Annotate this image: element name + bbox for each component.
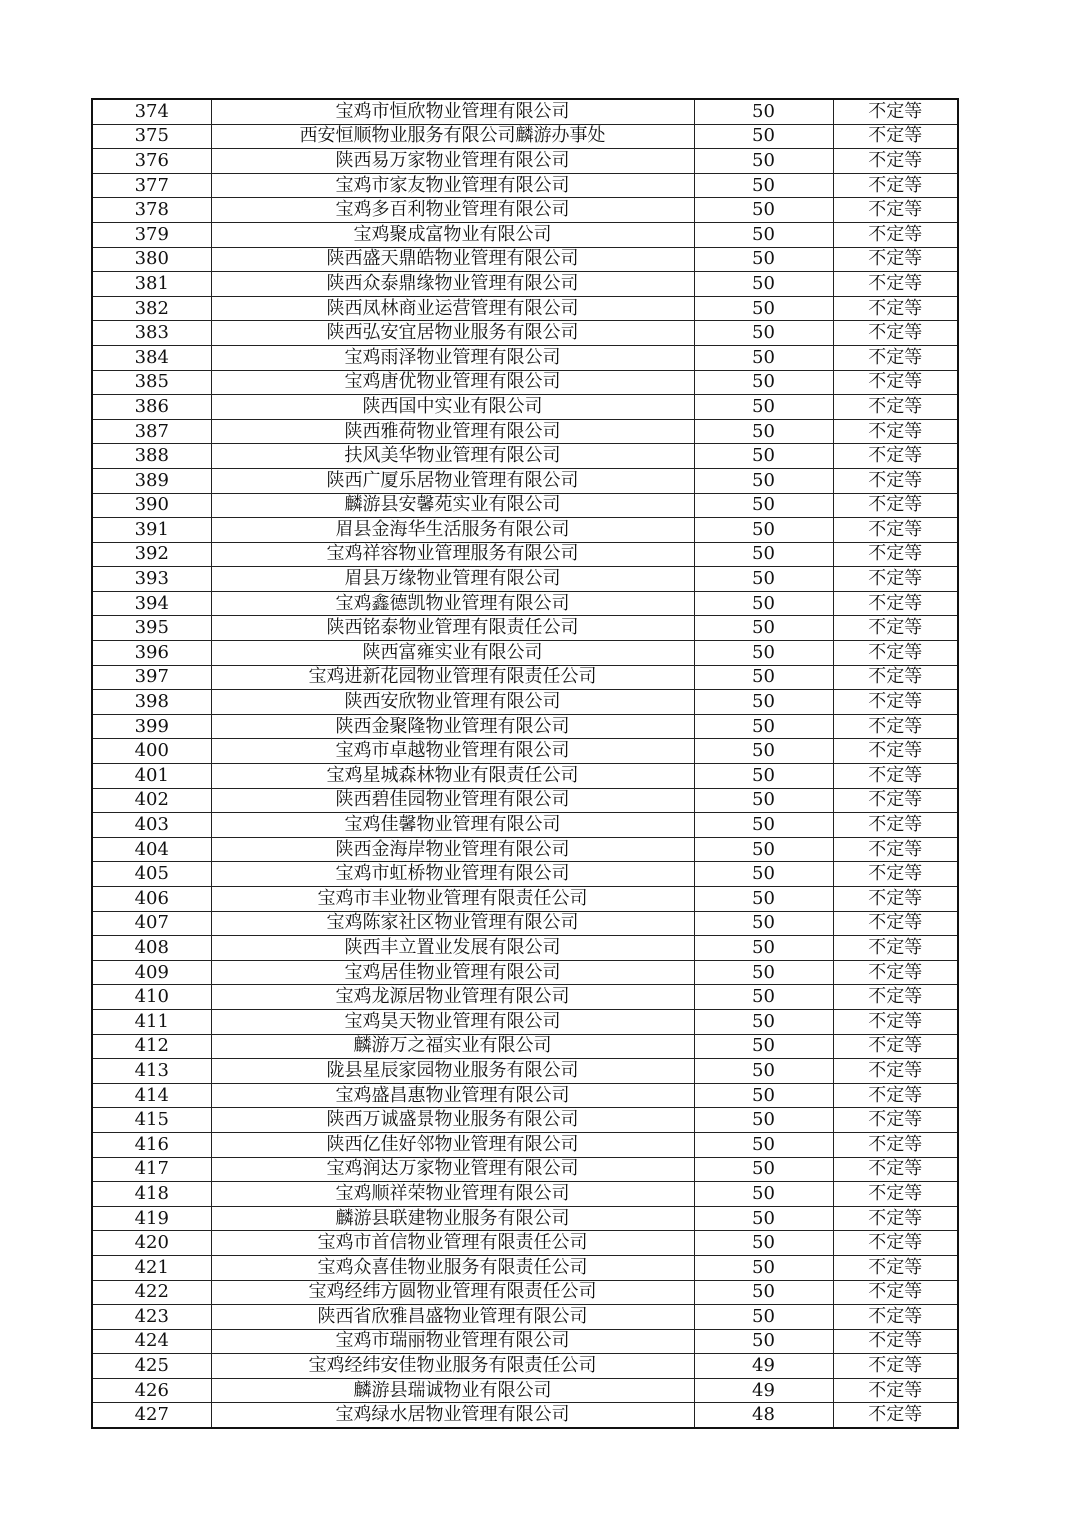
table-row: [92, 518, 958, 543]
company-name-cell: 宝鸡陈家社区物业管理有限公司: [211, 911, 694, 936]
grade-cell: 不定等: [833, 1305, 958, 1330]
company-name-cell: 宝鸡市家友物业管理有限公司: [211, 173, 694, 198]
table-row: [92, 985, 958, 1010]
table-row: [92, 1157, 958, 1182]
table-row: [92, 764, 958, 789]
score-cell: 49: [694, 1354, 833, 1379]
score-cell: 50: [694, 247, 833, 272]
grade-cell: 不定等: [833, 1206, 958, 1231]
grade-cell: 不定等: [833, 124, 958, 149]
company-name-cell: 陕西富雍实业有限公司: [211, 641, 694, 666]
company-name-cell: 眉县万缘物业管理有限公司: [211, 567, 694, 592]
score-cell: 50: [694, 222, 833, 247]
score-cell: 50: [694, 1231, 833, 1256]
grade-cell: 不定等: [833, 493, 958, 518]
grade-cell: 不定等: [833, 419, 958, 444]
company-name-cell: 陕西万诚盛景物业服务有限公司: [211, 1108, 694, 1133]
company-name-cell: 陕西金海岸物业管理有限公司: [211, 837, 694, 862]
grade-cell: 不定等: [833, 1354, 958, 1379]
row-number-cell: 426: [92, 1378, 211, 1403]
row-number-cell: 386: [92, 395, 211, 420]
table-row: [92, 345, 958, 370]
score-cell: 50: [694, 124, 833, 149]
grade-cell: 不定等: [833, 1182, 958, 1207]
company-name-cell: 陕西盛天鼎皓物业管理有限公司: [211, 247, 694, 272]
grade-cell: 不定等: [833, 345, 958, 370]
score-cell: 50: [694, 1305, 833, 1330]
row-number-cell: 427: [92, 1403, 211, 1428]
score-cell: 50: [694, 714, 833, 739]
score-cell: 50: [694, 272, 833, 297]
grade-cell: 不定等: [833, 321, 958, 346]
row-number-cell: 404: [92, 837, 211, 862]
grade-cell: 不定等: [833, 1231, 958, 1256]
score-cell: 50: [694, 542, 833, 567]
row-number-cell: 418: [92, 1182, 211, 1207]
score-cell: 50: [694, 1034, 833, 1059]
grade-cell: 不定等: [833, 1034, 958, 1059]
score-cell: 50: [694, 395, 833, 420]
grade-cell: 不定等: [833, 813, 958, 838]
score-cell: 50: [694, 370, 833, 395]
score-cell: 50: [694, 345, 833, 370]
company-name-cell: 陇县星辰家园物业服务有限公司: [211, 1059, 694, 1084]
score-cell: 50: [694, 764, 833, 789]
grade-cell: 不定等: [833, 862, 958, 887]
row-number-cell: 381: [92, 272, 211, 297]
grade-cell: 不定等: [833, 985, 958, 1010]
grade-cell: 不定等: [833, 764, 958, 789]
company-name-cell: 宝鸡绿水居物业管理有限公司: [211, 1403, 694, 1428]
company-name-cell: 宝鸡雨泽物业管理有限公司: [211, 345, 694, 370]
row-number-cell: 395: [92, 616, 211, 641]
score-cell: 50: [694, 739, 833, 764]
row-number-cell: 400: [92, 739, 211, 764]
company-name-cell: 宝鸡鑫德凯物业管理有限公司: [211, 591, 694, 616]
company-name-cell: 陕西丰立置业发展有限公司: [211, 936, 694, 961]
row-number-cell: 374: [92, 99, 211, 124]
score-cell: 50: [694, 862, 833, 887]
table-row: [92, 813, 958, 838]
table-row: [92, 1059, 958, 1084]
score-cell: 50: [694, 468, 833, 493]
company-name-cell: 麟游万之福实业有限公司: [211, 1034, 694, 1059]
company-name-cell: 陕西国中实业有限公司: [211, 395, 694, 420]
grade-cell: 不定等: [833, 567, 958, 592]
grade-cell: 不定等: [833, 395, 958, 420]
table-row: [92, 1108, 958, 1133]
table-row: [92, 1378, 958, 1403]
company-name-cell: 陕西易万家物业管理有限公司: [211, 149, 694, 174]
table-row: [92, 1403, 958, 1428]
row-number-cell: 411: [92, 1009, 211, 1034]
grade-cell: 不定等: [833, 1132, 958, 1157]
score-cell: 50: [694, 149, 833, 174]
score-cell: 50: [694, 985, 833, 1010]
grade-cell: 不定等: [833, 444, 958, 469]
company-name-cell: 宝鸡顺祥荣物业管理有限公司: [211, 1182, 694, 1207]
company-name-cell: 宝鸡市瑞丽物业管理有限公司: [211, 1329, 694, 1354]
row-number-cell: 417: [92, 1157, 211, 1182]
company-name-cell: 麟游县瑞诚物业有限公司: [211, 1378, 694, 1403]
grade-cell: 不定等: [833, 198, 958, 223]
row-number-cell: 401: [92, 764, 211, 789]
grade-cell: 不定等: [833, 1403, 958, 1428]
table-row: [92, 272, 958, 297]
table-row: [92, 173, 958, 198]
score-cell: 50: [694, 837, 833, 862]
table-row: [92, 714, 958, 739]
row-number-cell: 407: [92, 911, 211, 936]
company-name-cell: 陕西铭泰物业管理有限责任公司: [211, 616, 694, 641]
table-row: [92, 1132, 958, 1157]
row-number-cell: 389: [92, 468, 211, 493]
row-number-cell: 388: [92, 444, 211, 469]
table-row: [92, 960, 958, 985]
grade-cell: 不定等: [833, 690, 958, 715]
table-row: [92, 198, 958, 223]
score-cell: 50: [694, 296, 833, 321]
grade-cell: 不定等: [833, 149, 958, 174]
grade-cell: 不定等: [833, 99, 958, 124]
row-number-cell: 402: [92, 788, 211, 813]
company-name-cell: 宝鸡佳馨物业管理有限公司: [211, 813, 694, 838]
row-number-cell: 375: [92, 124, 211, 149]
table-row: [92, 641, 958, 666]
score-cell: 50: [694, 1157, 833, 1182]
grade-cell: 不定等: [833, 1009, 958, 1034]
table-row: [92, 419, 958, 444]
table-row: [92, 739, 958, 764]
row-number-cell: 422: [92, 1280, 211, 1305]
table-row: [92, 591, 958, 616]
row-number-cell: 408: [92, 936, 211, 961]
company-name-cell: 麟游县联建物业服务有限公司: [211, 1206, 694, 1231]
score-cell: 50: [694, 1059, 833, 1084]
table-row: [92, 542, 958, 567]
table-row: [92, 1182, 958, 1207]
company-name-cell: 宝鸡昊天物业管理有限公司: [211, 1009, 694, 1034]
score-cell: 50: [694, 1206, 833, 1231]
table-row: [92, 788, 958, 813]
grade-cell: 不定等: [833, 296, 958, 321]
company-name-cell: 宝鸡市丰业物业管理有限责任公司: [211, 887, 694, 912]
company-name-cell: 宝鸡润达万家物业管理有限公司: [211, 1157, 694, 1182]
table-row: [92, 99, 958, 124]
score-cell: 50: [694, 960, 833, 985]
table-row: [92, 887, 958, 912]
table-row: [92, 321, 958, 346]
row-number-cell: 412: [92, 1034, 211, 1059]
table-row: [92, 1034, 958, 1059]
row-number-cell: 409: [92, 960, 211, 985]
score-cell: 50: [694, 444, 833, 469]
company-name-cell: 陕西弘安宜居物业服务有限公司: [211, 321, 694, 346]
table-row: [92, 1329, 958, 1354]
score-cell: 50: [694, 665, 833, 690]
score-cell: 50: [694, 1182, 833, 1207]
grade-cell: 不定等: [833, 222, 958, 247]
grade-cell: 不定等: [833, 714, 958, 739]
grade-cell: 不定等: [833, 887, 958, 912]
table-row: [92, 1354, 958, 1379]
score-cell: 50: [694, 1255, 833, 1280]
table-row: [92, 1083, 958, 1108]
company-name-cell: 宝鸡经纬安佳物业服务有限责任公司: [211, 1354, 694, 1379]
company-name-cell: 扶风美华物业管理有限公司: [211, 444, 694, 469]
row-number-cell: 396: [92, 641, 211, 666]
row-number-cell: 392: [92, 542, 211, 567]
grade-cell: 不定等: [833, 936, 958, 961]
score-cell: 50: [694, 1009, 833, 1034]
row-number-cell: 410: [92, 985, 211, 1010]
table-row: [92, 567, 958, 592]
company-name-cell: 麟游县安馨苑实业有限公司: [211, 493, 694, 518]
row-number-cell: 399: [92, 714, 211, 739]
grade-cell: 不定等: [833, 1059, 958, 1084]
table-body: [92, 99, 958, 1428]
grade-cell: 不定等: [833, 1329, 958, 1354]
row-number-cell: 390: [92, 493, 211, 518]
grade-cell: 不定等: [833, 542, 958, 567]
table-row: [92, 911, 958, 936]
grade-cell: 不定等: [833, 1108, 958, 1133]
score-cell: 50: [694, 493, 833, 518]
rating-table: [91, 98, 959, 1429]
score-cell: 50: [694, 690, 833, 715]
score-cell: 50: [694, 173, 833, 198]
grade-cell: 不定等: [833, 960, 958, 985]
table-row: [92, 493, 958, 518]
company-name-cell: 宝鸡多百利物业管理有限公司: [211, 198, 694, 223]
table-row: [92, 862, 958, 887]
table-row: [92, 837, 958, 862]
score-cell: 50: [694, 1132, 833, 1157]
company-name-cell: 陕西亿佳好邻物业管理有限公司: [211, 1132, 694, 1157]
row-number-cell: 403: [92, 813, 211, 838]
score-cell: 50: [694, 1280, 833, 1305]
table-row: [92, 296, 958, 321]
row-number-cell: 397: [92, 665, 211, 690]
grade-cell: 不定等: [833, 837, 958, 862]
grade-cell: 不定等: [833, 788, 958, 813]
row-number-cell: 420: [92, 1231, 211, 1256]
table-row: [92, 1305, 958, 1330]
row-number-cell: 425: [92, 1354, 211, 1379]
score-cell: 50: [694, 788, 833, 813]
score-cell: 50: [694, 518, 833, 543]
company-name-cell: 宝鸡星城森林物业有限责任公司: [211, 764, 694, 789]
table-row: [92, 395, 958, 420]
score-cell: 50: [694, 1329, 833, 1354]
score-cell: 50: [694, 813, 833, 838]
score-cell: 49: [694, 1378, 833, 1403]
table-row: [92, 468, 958, 493]
company-name-cell: 宝鸡聚成富物业有限公司: [211, 222, 694, 247]
score-cell: 48: [694, 1403, 833, 1428]
row-number-cell: 421: [92, 1255, 211, 1280]
row-number-cell: 406: [92, 887, 211, 912]
score-cell: 50: [694, 321, 833, 346]
row-number-cell: 380: [92, 247, 211, 272]
row-number-cell: 424: [92, 1329, 211, 1354]
row-number-cell: 405: [92, 862, 211, 887]
score-cell: 50: [694, 911, 833, 936]
grade-cell: 不定等: [833, 518, 958, 543]
row-number-cell: 398: [92, 690, 211, 715]
score-cell: 50: [694, 567, 833, 592]
table-row: [92, 1009, 958, 1034]
score-cell: 50: [694, 616, 833, 641]
company-name-cell: 宝鸡居佳物业管理有限公司: [211, 960, 694, 985]
grade-cell: 不定等: [833, 1255, 958, 1280]
row-number-cell: 393: [92, 567, 211, 592]
company-name-cell: 陕西省欣雅昌盛物业管理有限公司: [211, 1305, 694, 1330]
row-number-cell: 413: [92, 1059, 211, 1084]
grade-cell: 不定等: [833, 739, 958, 764]
company-name-cell: 宝鸡市首信物业管理有限责任公司: [211, 1231, 694, 1256]
company-name-cell: 宝鸡经纬方圆物业管理有限责任公司: [211, 1280, 694, 1305]
table-row: [92, 124, 958, 149]
row-number-cell: 376: [92, 149, 211, 174]
score-cell: 50: [694, 936, 833, 961]
score-cell: 50: [694, 591, 833, 616]
company-name-cell: 陕西雅荷物业管理有限公司: [211, 419, 694, 444]
table-row: [92, 1280, 958, 1305]
score-cell: 50: [694, 419, 833, 444]
grade-cell: 不定等: [833, 1157, 958, 1182]
table-row: [92, 690, 958, 715]
table-row: [92, 1255, 958, 1280]
row-number-cell: 416: [92, 1132, 211, 1157]
score-cell: 50: [694, 887, 833, 912]
table-row: [92, 149, 958, 174]
row-number-cell: 387: [92, 419, 211, 444]
grade-cell: 不定等: [833, 468, 958, 493]
grade-cell: 不定等: [833, 616, 958, 641]
score-cell: 50: [694, 99, 833, 124]
grade-cell: 不定等: [833, 1083, 958, 1108]
row-number-cell: 385: [92, 370, 211, 395]
row-number-cell: 379: [92, 222, 211, 247]
company-name-cell: 眉县金海华生活服务有限公司: [211, 518, 694, 543]
company-name-cell: 宝鸡祥容物业管理服务有限公司: [211, 542, 694, 567]
company-name-cell: 陕西金聚隆物业管理有限公司: [211, 714, 694, 739]
table-row: [92, 936, 958, 961]
company-name-cell: 宝鸡龙源居物业管理有限公司: [211, 985, 694, 1010]
company-name-cell: 陕西众泰鼎缘物业管理有限公司: [211, 272, 694, 297]
row-number-cell: 414: [92, 1083, 211, 1108]
grade-cell: 不定等: [833, 665, 958, 690]
company-name-cell: 宝鸡市卓越物业管理有限公司: [211, 739, 694, 764]
company-name-cell: 宝鸡众喜佳物业服务有限责任公司: [211, 1255, 694, 1280]
score-cell: 50: [694, 198, 833, 223]
company-name-cell: 西安恒顺物业服务有限公司麟游办事处: [211, 124, 694, 149]
row-number-cell: 384: [92, 345, 211, 370]
table-row: [92, 1206, 958, 1231]
table-row: [92, 222, 958, 247]
company-name-cell: 宝鸡盛昌惠物业管理有限公司: [211, 1083, 694, 1108]
grade-cell: 不定等: [833, 911, 958, 936]
company-name-cell: 陕西凤林商业运营管理有限公司: [211, 296, 694, 321]
row-number-cell: 382: [92, 296, 211, 321]
company-name-cell: 陕西安欣物业管理有限公司: [211, 690, 694, 715]
row-number-cell: 423: [92, 1305, 211, 1330]
company-name-cell: 宝鸡进新花园物业管理有限责任公司: [211, 665, 694, 690]
company-name-cell: 宝鸡市虹桥物业管理有限公司: [211, 862, 694, 887]
score-cell: 50: [694, 641, 833, 666]
score-cell: 50: [694, 1083, 833, 1108]
table-row: [92, 444, 958, 469]
grade-cell: 不定等: [833, 1280, 958, 1305]
grade-cell: 不定等: [833, 1378, 958, 1403]
row-number-cell: 394: [92, 591, 211, 616]
row-number-cell: 378: [92, 198, 211, 223]
company-name-cell: 宝鸡唐优物业管理有限公司: [211, 370, 694, 395]
grade-cell: 不定等: [833, 173, 958, 198]
row-number-cell: 419: [92, 1206, 211, 1231]
grade-cell: 不定等: [833, 247, 958, 272]
row-number-cell: 377: [92, 173, 211, 198]
grade-cell: 不定等: [833, 272, 958, 297]
company-name-cell: 宝鸡市恒欣物业管理有限公司: [211, 99, 694, 124]
grade-cell: 不定等: [833, 641, 958, 666]
table-row: [92, 247, 958, 272]
grade-cell: 不定等: [833, 370, 958, 395]
table-row: [92, 1231, 958, 1256]
table-row: [92, 370, 958, 395]
row-number-cell: 383: [92, 321, 211, 346]
table-row: [92, 616, 958, 641]
grade-cell: 不定等: [833, 591, 958, 616]
table-row: [92, 665, 958, 690]
company-name-cell: 陕西广厦乐居物业管理有限公司: [211, 468, 694, 493]
score-cell: 50: [694, 1108, 833, 1133]
row-number-cell: 415: [92, 1108, 211, 1133]
row-number-cell: 391: [92, 518, 211, 543]
company-name-cell: 陕西碧佳园物业管理有限公司: [211, 788, 694, 813]
